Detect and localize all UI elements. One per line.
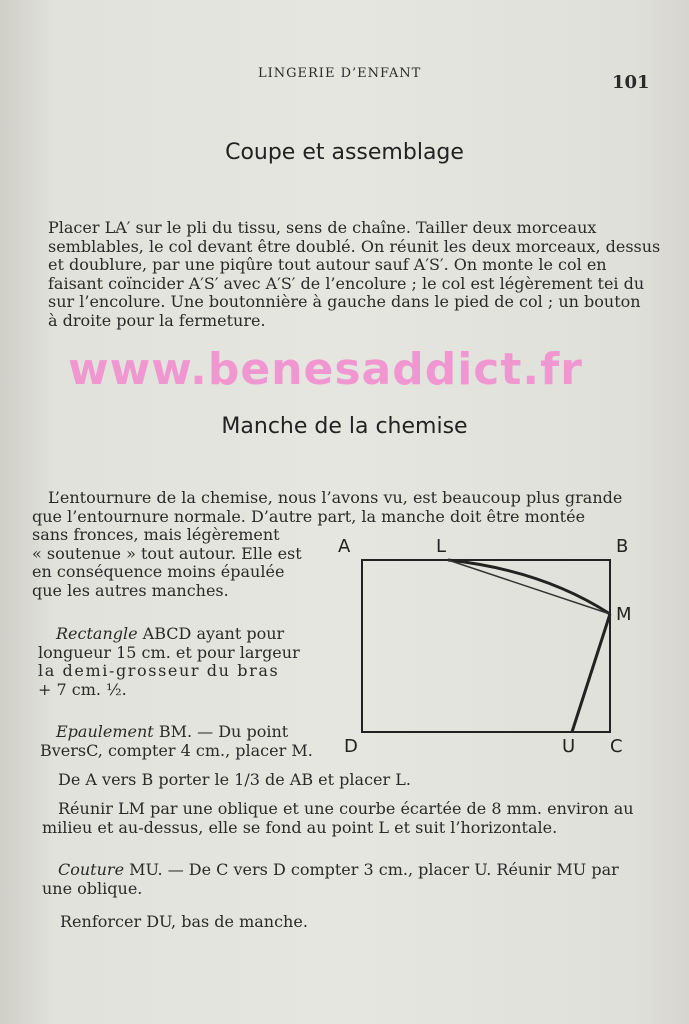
point-label-C: C (610, 736, 623, 757)
paragraph-renforcer: Renforcer DU, bas de manche. (60, 912, 308, 931)
watermark: www.benesaddict.fr (68, 344, 583, 395)
paragraph-place-L: De A vers B porter le 1/3 de AB et placer L. (58, 770, 411, 789)
oblique-LM (448, 560, 610, 614)
text-line: L’entournure de la chemise, nous l’avons vu, est beaucoup plus grande (48, 488, 623, 507)
text-line: MU. — De C vers D compter 3 cm., placer U. Réunir MU par (129, 860, 619, 879)
point-label-A: A (338, 536, 351, 557)
point-label-U: U (562, 736, 576, 757)
text-line: Placer LA′ sur le pli du tissu, sens de chaîne. Tailler deux morceaux (48, 218, 597, 237)
paragraph-reunir (42, 799, 648, 837)
term-epaulement: Epaulement (56, 722, 154, 741)
paragraph-epaulement (40, 723, 316, 760)
text-line: + 7 cm. ½. (38, 679, 127, 699)
section-title-coupe: Coupe et assemblage (225, 140, 464, 165)
text-line: et doublure, par une piqûre tout autour sauf A′S′. On monte le col en (48, 255, 607, 274)
rectangle-ABCD (362, 560, 610, 732)
running-head: LINGERIE D’ENFANT (258, 66, 422, 81)
text-line: en conséquence moins épaulée (32, 562, 285, 581)
text-line: ABCD ayant pour (142, 624, 285, 643)
sleeve-pattern-diagram (332, 530, 642, 764)
text-line: milieu et au-dessus, elle se fond au point L et suit l’horizontale. (42, 817, 558, 837)
paragraph-intro (32, 488, 642, 526)
line-MU (572, 614, 610, 732)
term-rectangle: Rectangle (56, 624, 138, 643)
pattern-drawing (332, 530, 642, 760)
paragraph-coupe (48, 218, 661, 330)
term-couture: Couture (58, 860, 125, 879)
paragraph-couture (42, 860, 648, 898)
text-line: une oblique. (42, 878, 143, 898)
text-line: BversC, compter 4 cm., placer M. (40, 740, 313, 760)
text-line: à droite pour la fermeture. (48, 310, 266, 330)
text-line: que les autres manches. (32, 580, 229, 600)
paragraph-rectangle (38, 625, 314, 699)
text-line: que l’entournure normale. D’autre part, la manche doit être montée (32, 506, 586, 526)
text-line: BM. — Du point (158, 722, 289, 741)
point-label-M: M (616, 604, 632, 625)
point-label-L: L (436, 536, 447, 557)
section-title-manche: Manche de la chemise (221, 414, 468, 439)
paragraph-column (32, 526, 312, 600)
text-line: sans fronces, mais légèrement (32, 525, 280, 544)
text-line: « soutenue » tout autour. Elle est (32, 543, 302, 563)
text-line: longueur 15 cm. et pour largeur (38, 642, 300, 662)
text-line: semblables, le col devant être doublé. On réunit les deux morceaux, dessus (48, 236, 661, 256)
point-label-D: D (344, 736, 358, 757)
page-number: 101 (612, 72, 650, 93)
text-line: la demi-grosseur du bras (38, 661, 280, 680)
text-line: sur l’encolure. Une boutonnière à gauche dans le pied de col ; un bouton (48, 292, 641, 311)
text-line: faisant coïncider A′S′ avec A′S′ de l’encolure ; le col est légèrement tei du (48, 273, 645, 293)
text-line: Réunir LM par une oblique et une courbe écartée de 8 mm. environ au (58, 799, 634, 818)
point-label-B: B (616, 536, 629, 557)
